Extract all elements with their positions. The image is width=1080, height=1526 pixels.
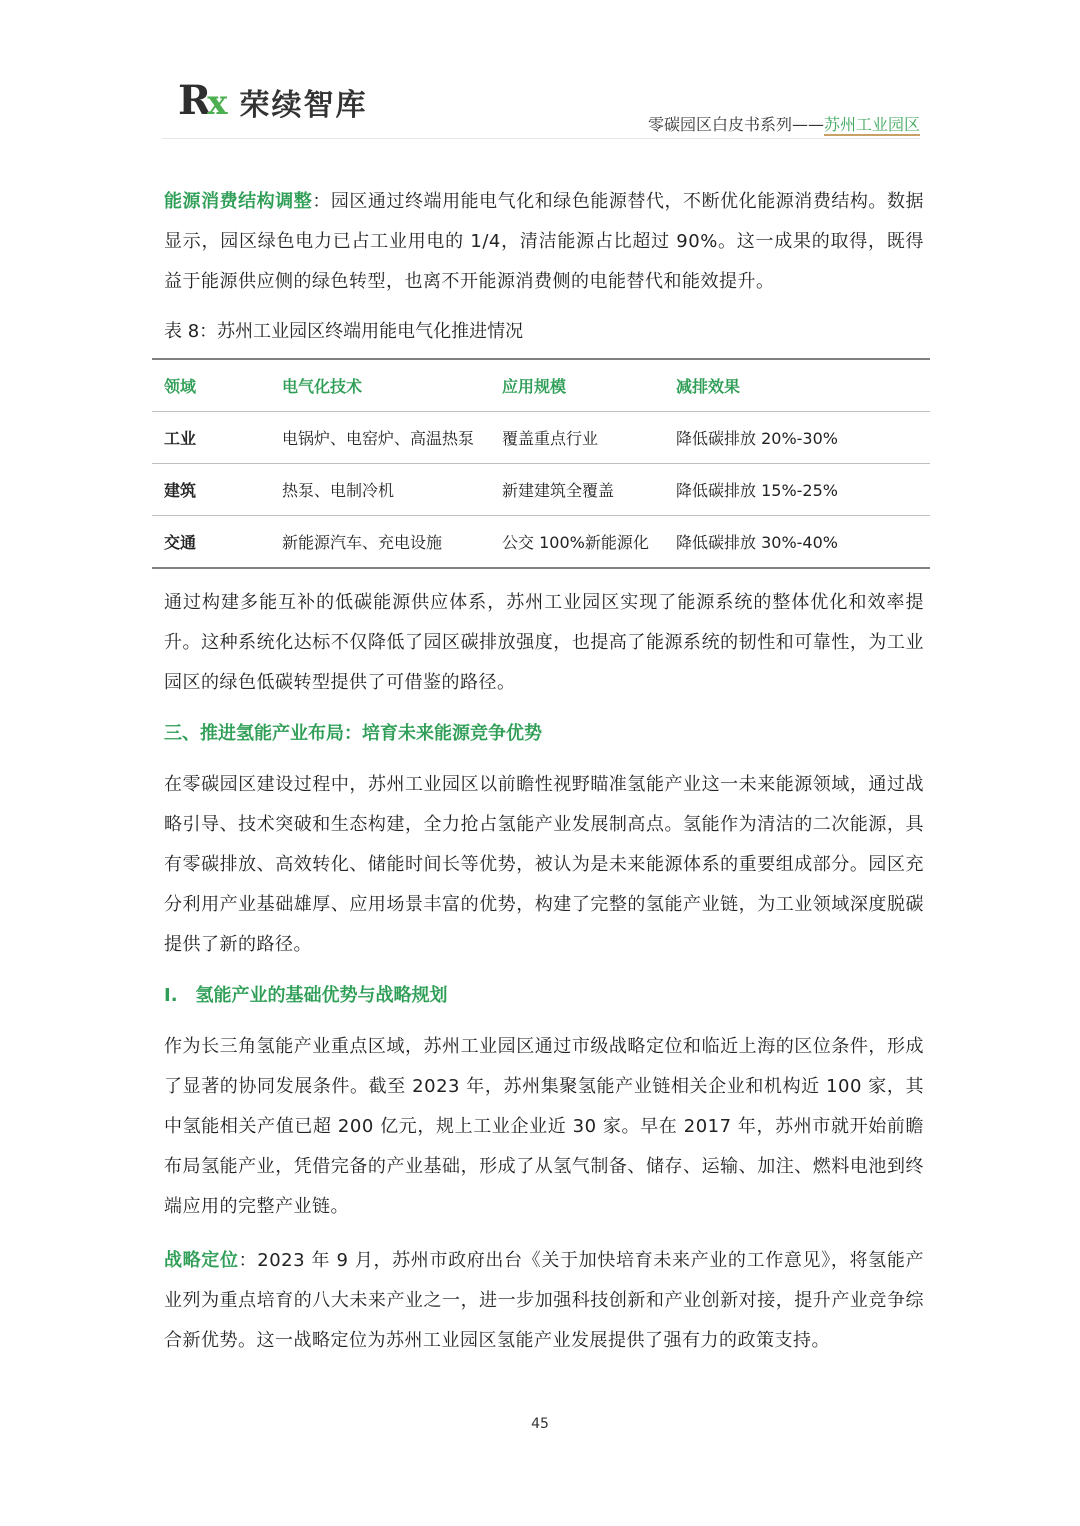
table-caption: 表 8：苏州工业园区终端用能电气化推进情况 xyxy=(164,321,524,342)
table-cell: 降低碳排放 30%-40% xyxy=(664,516,930,569)
paragraph-text: ：园区通过终端用能电气化和绿色能源替代，不断优化能源消费结构。数据显示，园区绿色电力已占工业用电的 1/4，清洁能源占比超过 90%。这一成果的取得，既得益于能源供应侧的绿色转型，也离不开能源消费侧的电能替代和能效提升。 xyxy=(164,191,925,292)
table-cell: 电锅炉、电窑炉、高温热泵 xyxy=(270,412,490,464)
table-cell: 公交 100%新能源化 xyxy=(490,516,664,569)
paragraph-energy-consumption xyxy=(164,182,924,302)
table-cell: 覆盖重点行业 xyxy=(490,412,664,464)
table-cell: 建筑 xyxy=(152,464,270,516)
page-content xyxy=(164,182,924,1361)
paragraph-hydrogen-base: 作为长三角氢能产业重点区域，苏州工业园区通过市级战略定位和临近上海的区位条件，形成了显著的协同发展条件。截至 2023 年，苏州集聚氢能产业链相关企业和机构近 100 家，其中氢能相关产值已超 200 亿元，规上工业企业近 30 家。早在 2017 年，苏州市就开始前瞻布局氢能产业，凭借完备的产业基础，形成了从氢气制备、储存、运输、加注、燃料电池到终端应用的完整产业链。 xyxy=(164,1036,924,1217)
spacer xyxy=(164,569,924,583)
paragraph-lead: 能源消费结构调整 xyxy=(164,191,313,212)
table-cell: 新建建筑全覆盖 xyxy=(490,464,664,516)
table-header-row xyxy=(152,359,930,412)
table-row xyxy=(152,464,930,516)
paragraph-lead: 战略定位 xyxy=(164,1250,239,1271)
table-cell: 工业 xyxy=(152,412,270,464)
table-row xyxy=(152,516,930,569)
table-cell: 降低碳排放 15%-25% xyxy=(664,464,930,516)
paragraph-strategy xyxy=(164,1241,924,1361)
header-divider xyxy=(162,138,920,139)
electrification-table xyxy=(152,358,930,569)
spacer xyxy=(164,1227,924,1241)
column-header: 减排效果 xyxy=(664,359,930,412)
column-header: 电气化技术 xyxy=(270,359,490,412)
table-cell: 新能源汽车、充电设施 xyxy=(270,516,490,569)
series-title xyxy=(648,112,920,135)
page-number: 45 xyxy=(531,1416,549,1432)
section-heading: 三、推进氢能产业布局：培育未来能源竞争优势 xyxy=(164,723,542,744)
series-accent: 苏州工业园区 xyxy=(823,115,920,134)
table-cell: 热泵、电制冷机 xyxy=(270,464,490,516)
table-cell: 降低碳排放 20%-30% xyxy=(664,412,930,464)
paragraph-supply-system: 通过构建多能互补的低碳能源供应体系，苏州工业园区实现了能源系统的整体优化和效率提升。这种系统化达标不仅降低了园区碳排放强度，也提高了能源系统的韧性和可靠性，为工业园区的绿色低碳转型提供了可借鉴的路径。 xyxy=(164,592,924,693)
subsection-heading: I. 氢能产业的基础优势与战略规划 xyxy=(164,985,448,1006)
series-prefix: 零碳园区白皮书系列—— xyxy=(647,115,824,134)
logo-mark-x: x xyxy=(207,83,224,123)
paragraph-hydrogen-intro: 在零碳园区建设过程中，苏州工业园区以前瞻性视野瞄准氢能产业这一未来能源领域，通过战略引导、技术突破和生态构建，全力抢占氢能产业发展制高点。氢能作为清洁的二次能源，具有零碳排放、高效转化、储能时间长等优势，被认为是未来能源体系的重要组成部分。园区充分利用产业基础雄厚、应用场景丰富的优势，构建了完整的氢能产业链，为工业领域深度脱碳提供了新的路径。 xyxy=(164,774,924,955)
logo-mark-r: R xyxy=(178,77,208,124)
column-header: 领域 xyxy=(152,359,270,412)
table-row xyxy=(152,412,930,464)
column-header: 应用规模 xyxy=(490,359,664,412)
brand-logo xyxy=(178,77,368,124)
paragraph-text: ：2023 年 9 月，苏州市政府出台《关于加快培育未来产业的工作意见》，将氢能产业列为重点培育的八大未来产业之一，进一步加强科技创新和产业创新对接，提升产业竞争综合新优势。这一战略定位为苏州工业园区氢能产业发展提供了强有力的政策支持。 xyxy=(164,1250,924,1351)
logo-mark xyxy=(178,77,224,124)
table-cell: 交通 xyxy=(152,516,270,569)
logo-name: 荣续智库 xyxy=(239,88,368,123)
